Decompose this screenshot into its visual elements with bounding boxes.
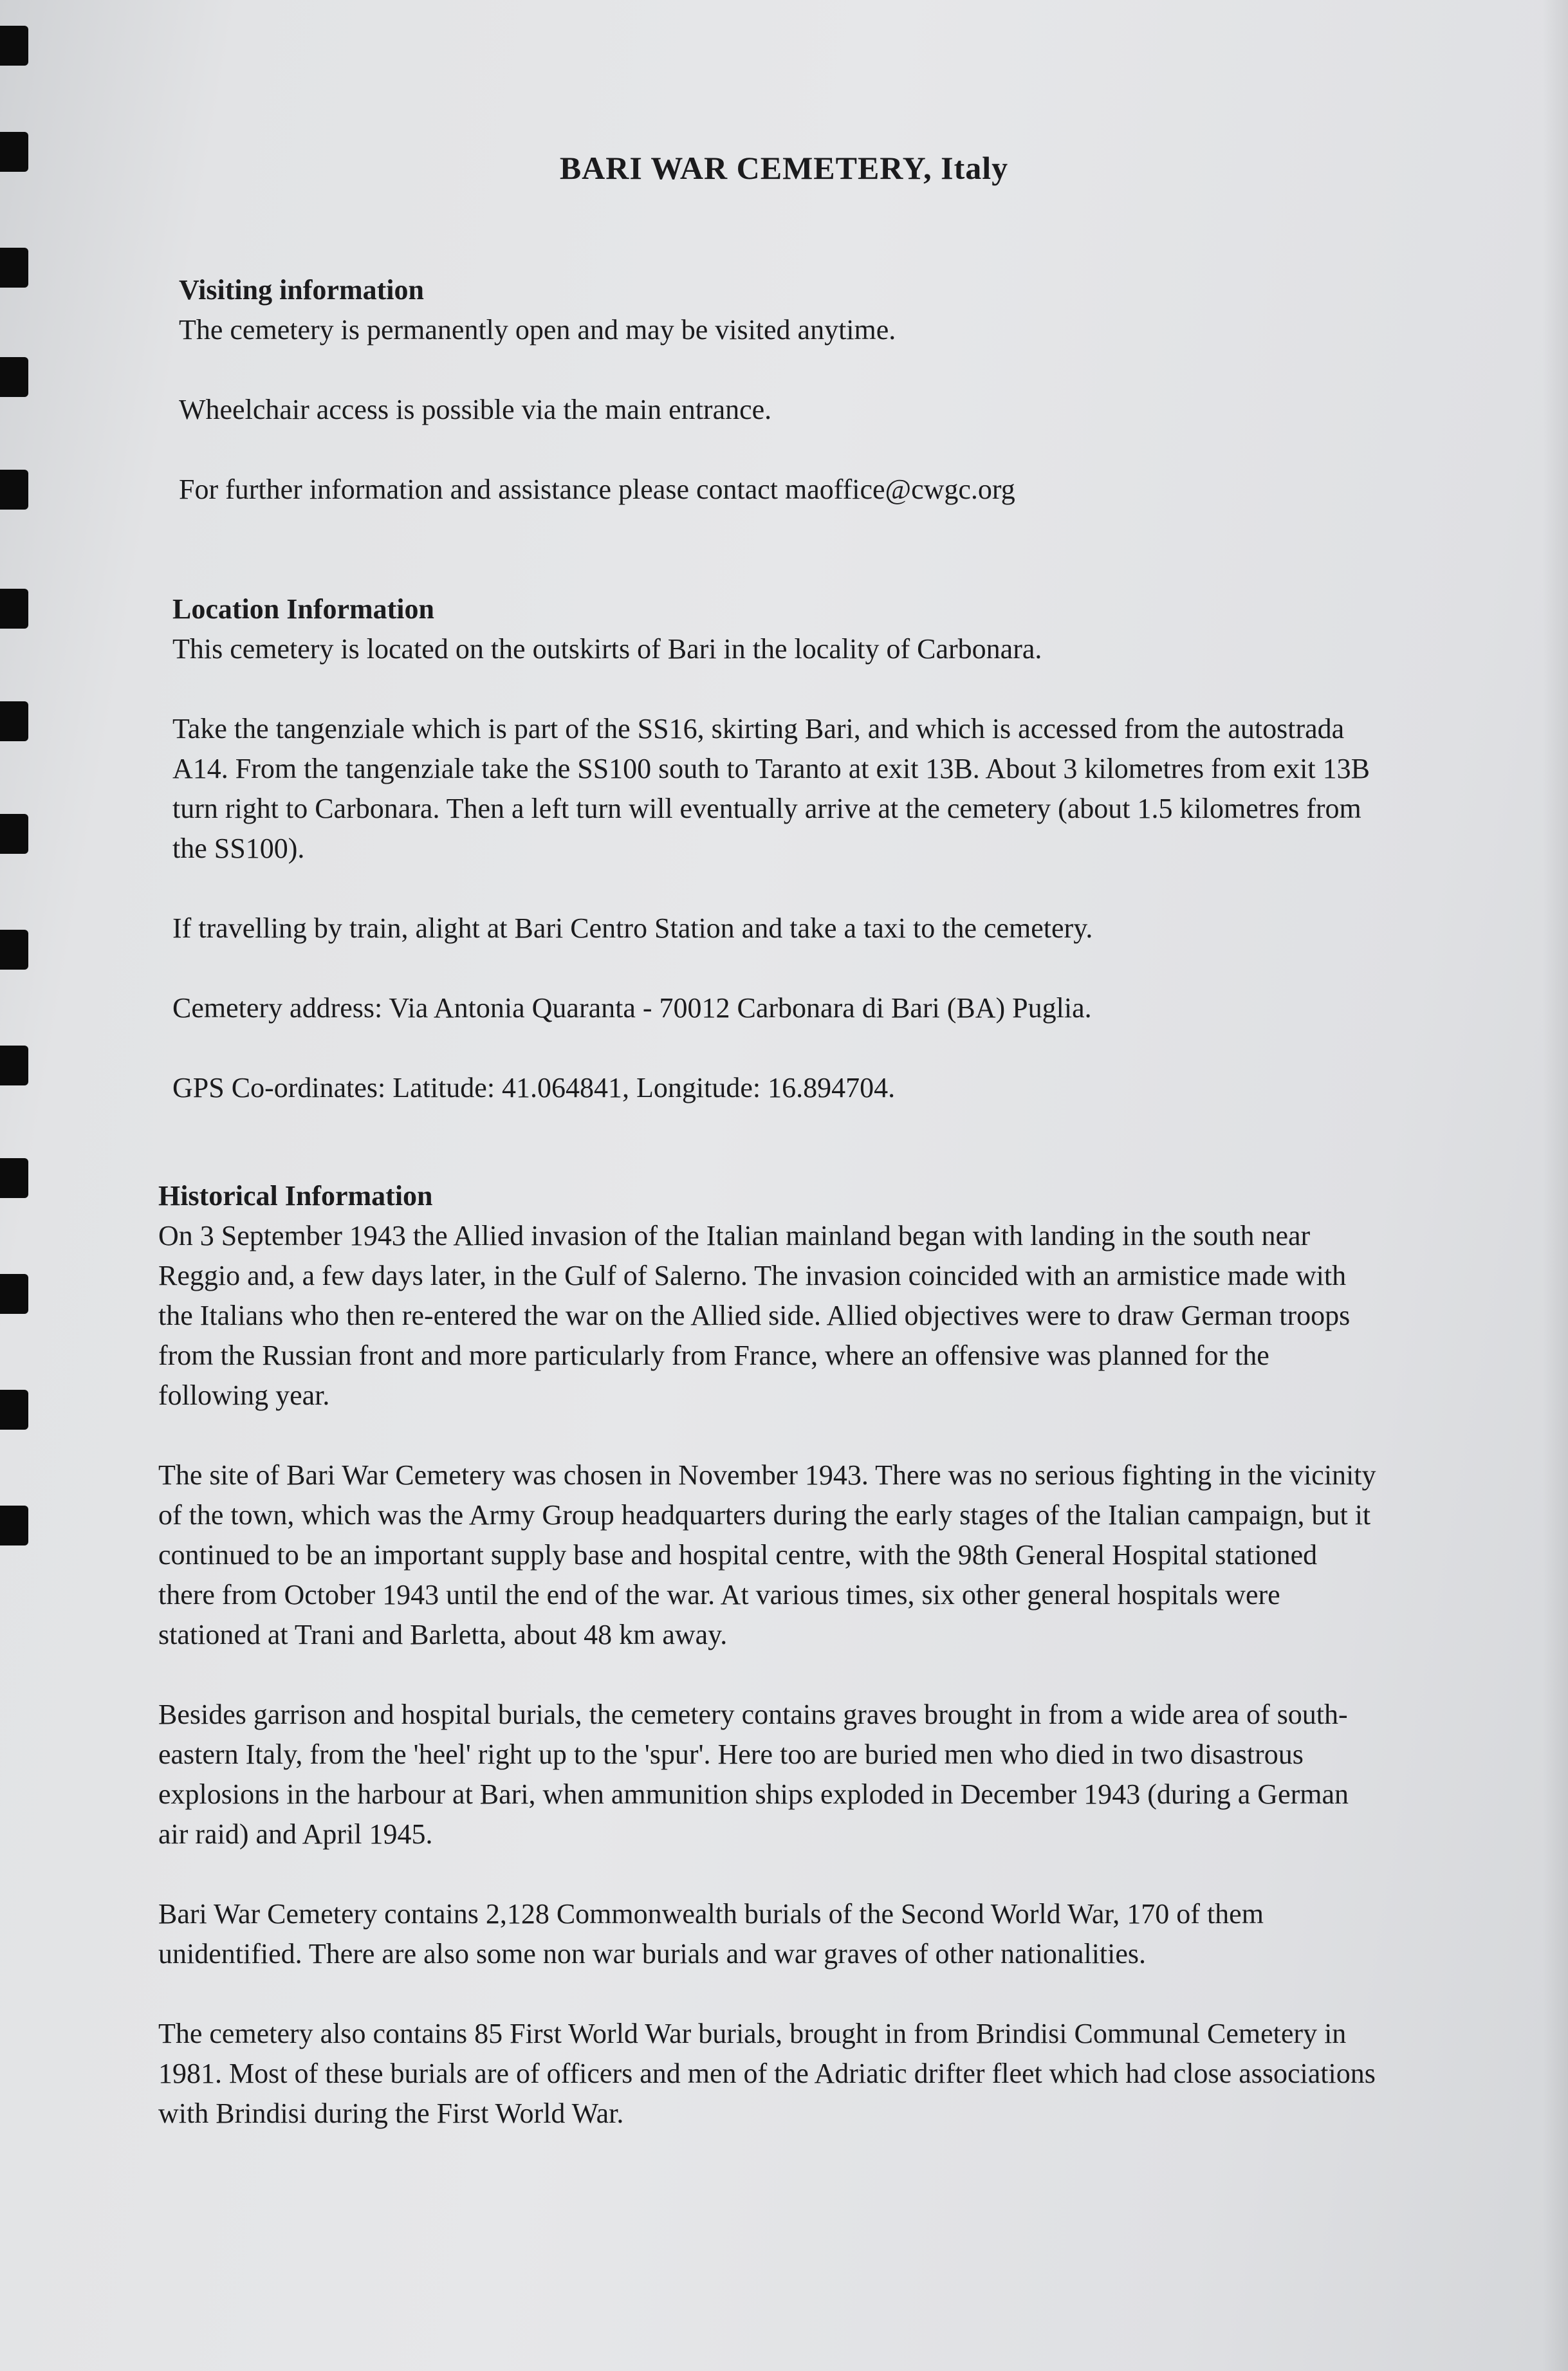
paragraph: Cemetery address: Via Antonia Quaranta - 70012 Carbonara di Bari (BA) Puglia. bbox=[172, 992, 1092, 1024]
paragraph: For further information and assistance please contact maoffice@cwgc.org bbox=[179, 474, 1015, 505]
section-heading: Location Information bbox=[172, 593, 434, 625]
section-location-information bbox=[172, 589, 1395, 1108]
paragraph: The cemetery is permanently open and may be visited anytime. bbox=[179, 314, 896, 346]
section-heading: Visiting information bbox=[179, 274, 424, 306]
paragraph: Bari War Cemetery contains 2,128 Commonwealth burials of the Second World War, 170 of them unidentified. There are also some non war burials and war graves of other nationalities. bbox=[158, 1898, 1264, 1970]
document-title: BARI WAR CEMETERY, Italy bbox=[559, 150, 1009, 186]
section-visiting-information bbox=[179, 270, 1401, 510]
paragraph: If travelling by train, alight at Bari Centro Station and take a taxi to the cemetery. bbox=[172, 912, 1093, 944]
paragraph: Wheelchair access is possible via the main entrance. bbox=[179, 394, 772, 425]
paragraph: Take the tangenziale which is part of the SS16, skirting Bari, and which is accessed from the autostrada A14. From the tangenziale take the SS100 south to Taranto at exit 13B. About 3 kilometres from exit 13B turn right to Carbonara. Then a left turn will eventually arrive at the cemetery (about 1.5 kilometres from the SS100). bbox=[172, 713, 1370, 864]
paragraph: On 3 September 1943 the Allied invasion of the Italian mainland began with landing in the south near Reggio and, a few days later, in the Gulf of Salerno. The invasion coincided with an armistice made with the Italians who then re-entered the war on the Allied side. Allied objectives were to draw German troops from the Russian front and more particularly from France, where an offensive was planned for the following year. bbox=[158, 1220, 1351, 1411]
paragraph: The site of Bari War Cemetery was chosen in November 1943. There was no serious fighting in the vicinity of the town, which was the Army Group headquarters during the early stages of the Italian campaign, but it continued to be an important supply base and hospital centre, with the 98th General Hospital stationed there from October 1943 until the end of the war. At various times, six other general hospitals were stationed at Trani and Barletta, about 48 km away. bbox=[158, 1459, 1376, 1650]
paragraph: This cemetery is located on the outskirts of Bari in the locality of Carbonara. bbox=[172, 633, 1042, 665]
section-historical-information bbox=[158, 1176, 1381, 2134]
paragraph: The cemetery also contains 85 First World War burials, brought in from Brindisi Communal Cemetery in 1981. Most of these burials are of officers and men of the Adriatic drifter fleet which had close associations with Brindisi during the First World War. bbox=[158, 2018, 1376, 2129]
paragraph: Besides garrison and hospital burials, the cemetery contains graves brought in from a wide area of south-eastern Italy, from the 'heel' right up to the 'spur'. Here too are buried men who died in two disastrous explosions in the harbour at Bari, when ammunition ships exploded in December 1943 (during a German air raid) and April 1945. bbox=[158, 1699, 1349, 1850]
section-heading: Historical Information bbox=[158, 1180, 433, 1212]
paragraph: GPS Co-ordinates: Latitude: 41.064841, Longitude: 16.894704. bbox=[172, 1072, 896, 1103]
